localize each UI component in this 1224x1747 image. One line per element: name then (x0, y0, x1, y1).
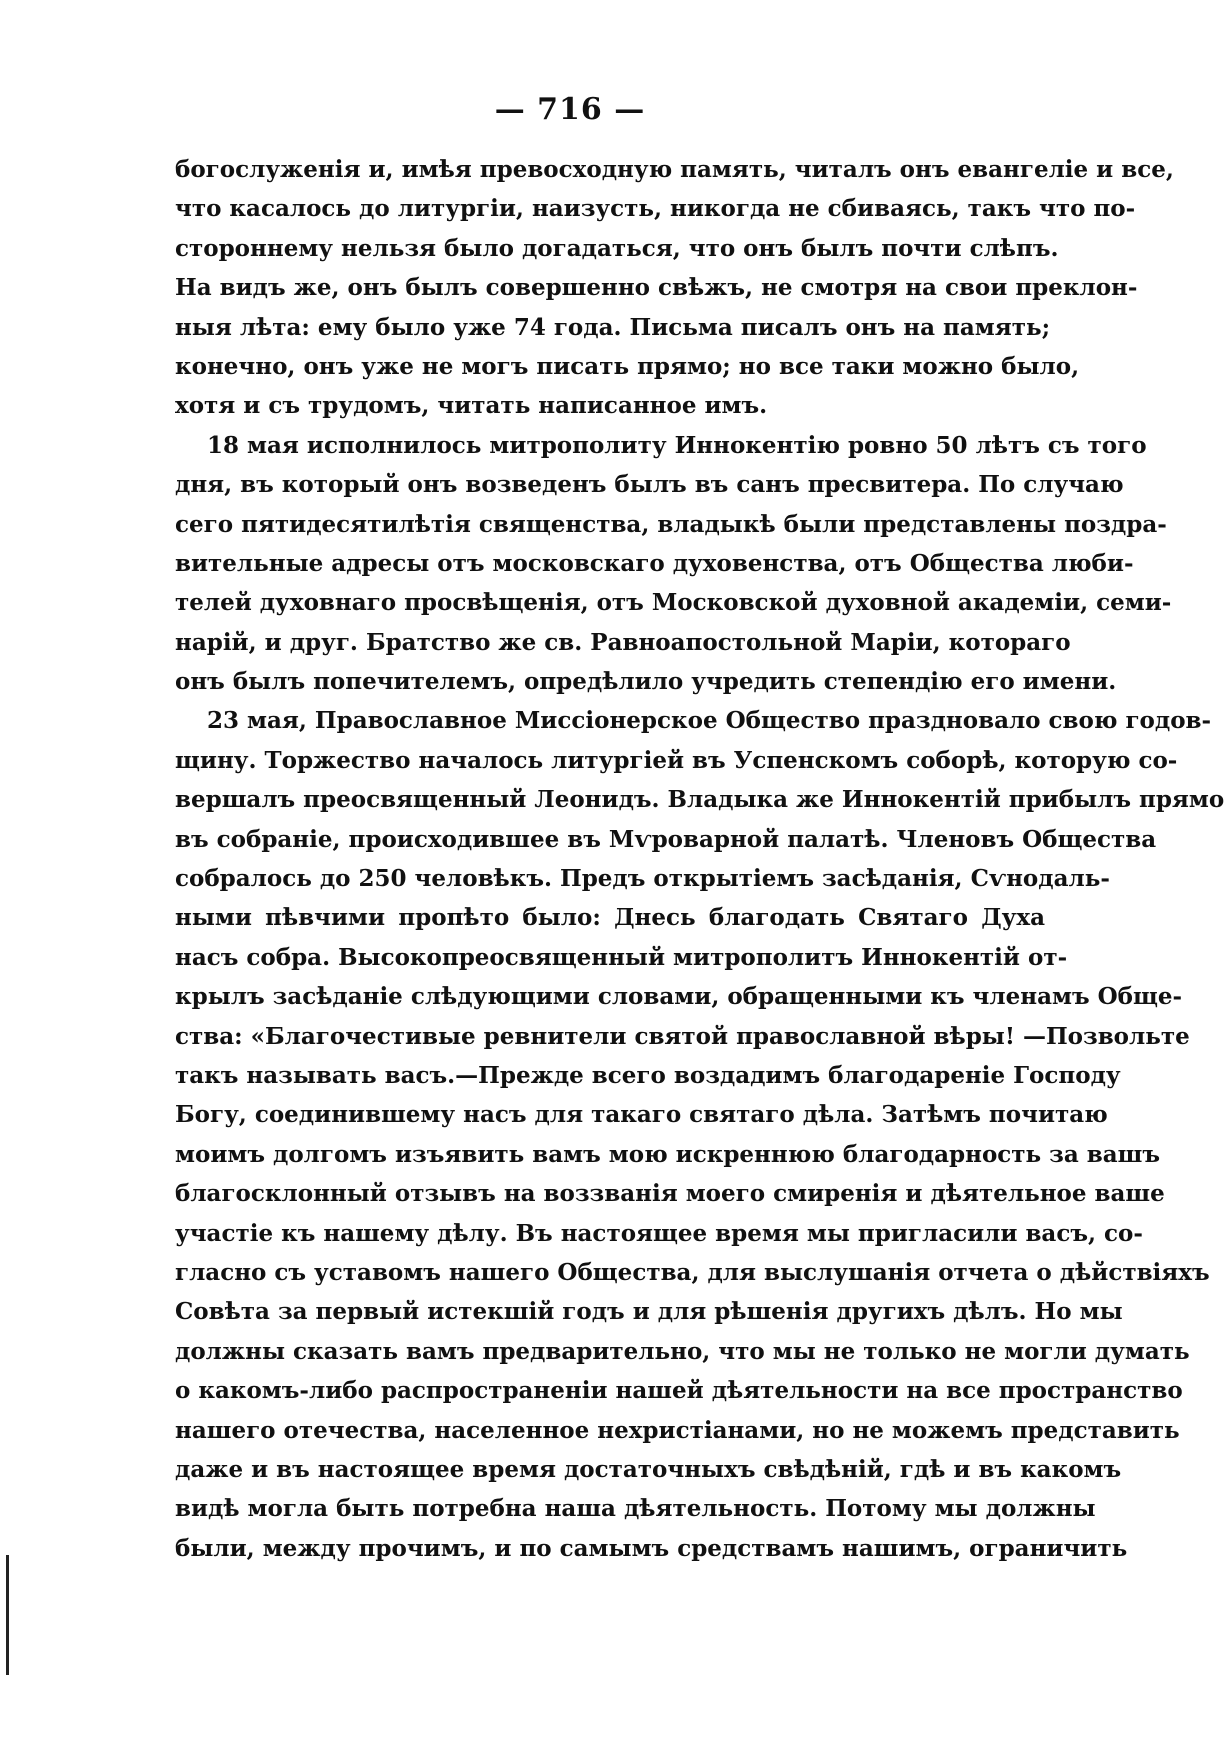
text-line: онъ былъ попечителемъ, опредѣлило учредить степендію его имени. (175, 668, 1117, 696)
text-line: даже и въ настоящее время достаточныхъ свѣдѣній, гдѣ и въ какомъ (175, 1455, 1122, 1483)
text-line: сего пятидесятилѣтія священства, владыкѣ были представлены поздра- (175, 510, 1167, 538)
text-line: вершалъ преосвященный Леонидъ. Владыка же Иннокентій прибылъ прямо (175, 786, 1224, 814)
text-line: что касалось до литургіи, наизусть, никогда не сбиваясь, такъ что по- (175, 195, 1136, 223)
text-line: благосклонный отзывъ на воззванія моего смиренія и дѣятельное ваше (175, 1180, 1165, 1208)
text-line: нашего отечества, населенное нехристіанами, но не можемъ представить (175, 1416, 1180, 1444)
text-line: богослуженія и, имѣя превосходную память, читалъ онъ евангеліе и все, (175, 156, 1174, 183)
text-line: На видъ же, онъ былъ совершенно свѣжъ, не смотря на свои преклон- (175, 274, 1138, 302)
page-number: — 716 — (494, 92, 646, 127)
text-line: щину. Торжество началось литургіей въ Успенскомъ соборѣ, которую со- (175, 746, 1178, 774)
text-line: должны сказать вамъ предварительно, что мы не только не могли думать (175, 1337, 1190, 1365)
text-line: насъ собра. Высокопреосвященный митрополитъ Иннокентій от- (175, 943, 1068, 971)
text-line: стороннему нельзя было догадаться, что онъ былъ почти слѣпъ. (175, 234, 1059, 262)
text-line: нарій, и друг. Братство же св. Равноапостольной Маріи, котораго (175, 628, 1071, 656)
text-line: конечно, онъ уже не могъ писать прямо; но все таки можно было, (175, 352, 1080, 380)
text-line: моимъ долгомъ изъявить вамъ мою искреннюю благодарность за вашъ (175, 1140, 1160, 1168)
text-line: ства: «Благочестивые ревнители святой православной вѣры! —Позвольте (175, 1022, 1190, 1050)
text-line: хотя и съ трудомъ, читать написанное имъ. (175, 392, 768, 420)
text-line: Богу, соединившему насъ для такаго святаго дѣла. Затѣмъ почитаю (175, 1101, 1108, 1129)
text-line: были, между прочимъ, и по самымъ средствамъ нашимъ, ограничить (175, 1534, 1128, 1562)
text-line: Совѣта за первый истекшій годъ и для рѣшенія другихъ дѣлъ. Но мы (175, 1298, 1123, 1326)
text-line: ными пѣвчими пропѣто было: Днесь благодать Святаго Духа (175, 904, 1045, 932)
text-line: 23 мая, Православное Миссіонерское Общество праздновало свою годов- (207, 707, 1212, 735)
text-line: крылъ засѣданіе слѣдующими словами, обращенными къ членамъ Обще- (175, 983, 1183, 1011)
text-line: собралось до 250 человѣкъ. Предъ открытіемъ засѣданія, Сѵнодаль- (175, 865, 1110, 893)
text-line: видѣ могла быть потребна наша дѣятельность. Потому мы должны (175, 1495, 1096, 1523)
text-line: участіе къ нашему дѣлу. Въ настоящее время мы пригласили васъ, со- (175, 1219, 1143, 1247)
text-line: гласно съ уставомъ нашего Общества, для выслушанія отчета о дѣйствіяхъ (175, 1258, 1210, 1286)
text-line: ныя лѣта: ему было уже 74 года. Письма писалъ онъ на память; (175, 313, 1051, 341)
text-line: дня, въ который онъ возведенъ былъ въ санъ пресвитера. По случаю (175, 471, 1124, 499)
text-line: вительные адресы отъ московскаго духовенства, отъ Общества люби- (175, 549, 1134, 577)
text-line: въ собраніе, происходившее въ Мѵроварной палатѣ. Членовъ Общества (175, 825, 1157, 853)
body-text (175, 150, 1224, 1568)
margin-scan-mark (6, 1555, 9, 1675)
text-line: такъ называть васъ.—Прежде всего воздадимъ благодареніе Господу (175, 1061, 1121, 1089)
text-line: телей духовнаго просвѣщенія, отъ Московской духовной академіи, семи- (175, 589, 1172, 617)
text-line: 18 мая исполнилось митрополиту Иннокентію ровно 50 лѣтъ съ того (207, 431, 1147, 459)
text-line: о какомъ-либо распространеніи нашей дѣятельности на все пространство (175, 1377, 1183, 1405)
